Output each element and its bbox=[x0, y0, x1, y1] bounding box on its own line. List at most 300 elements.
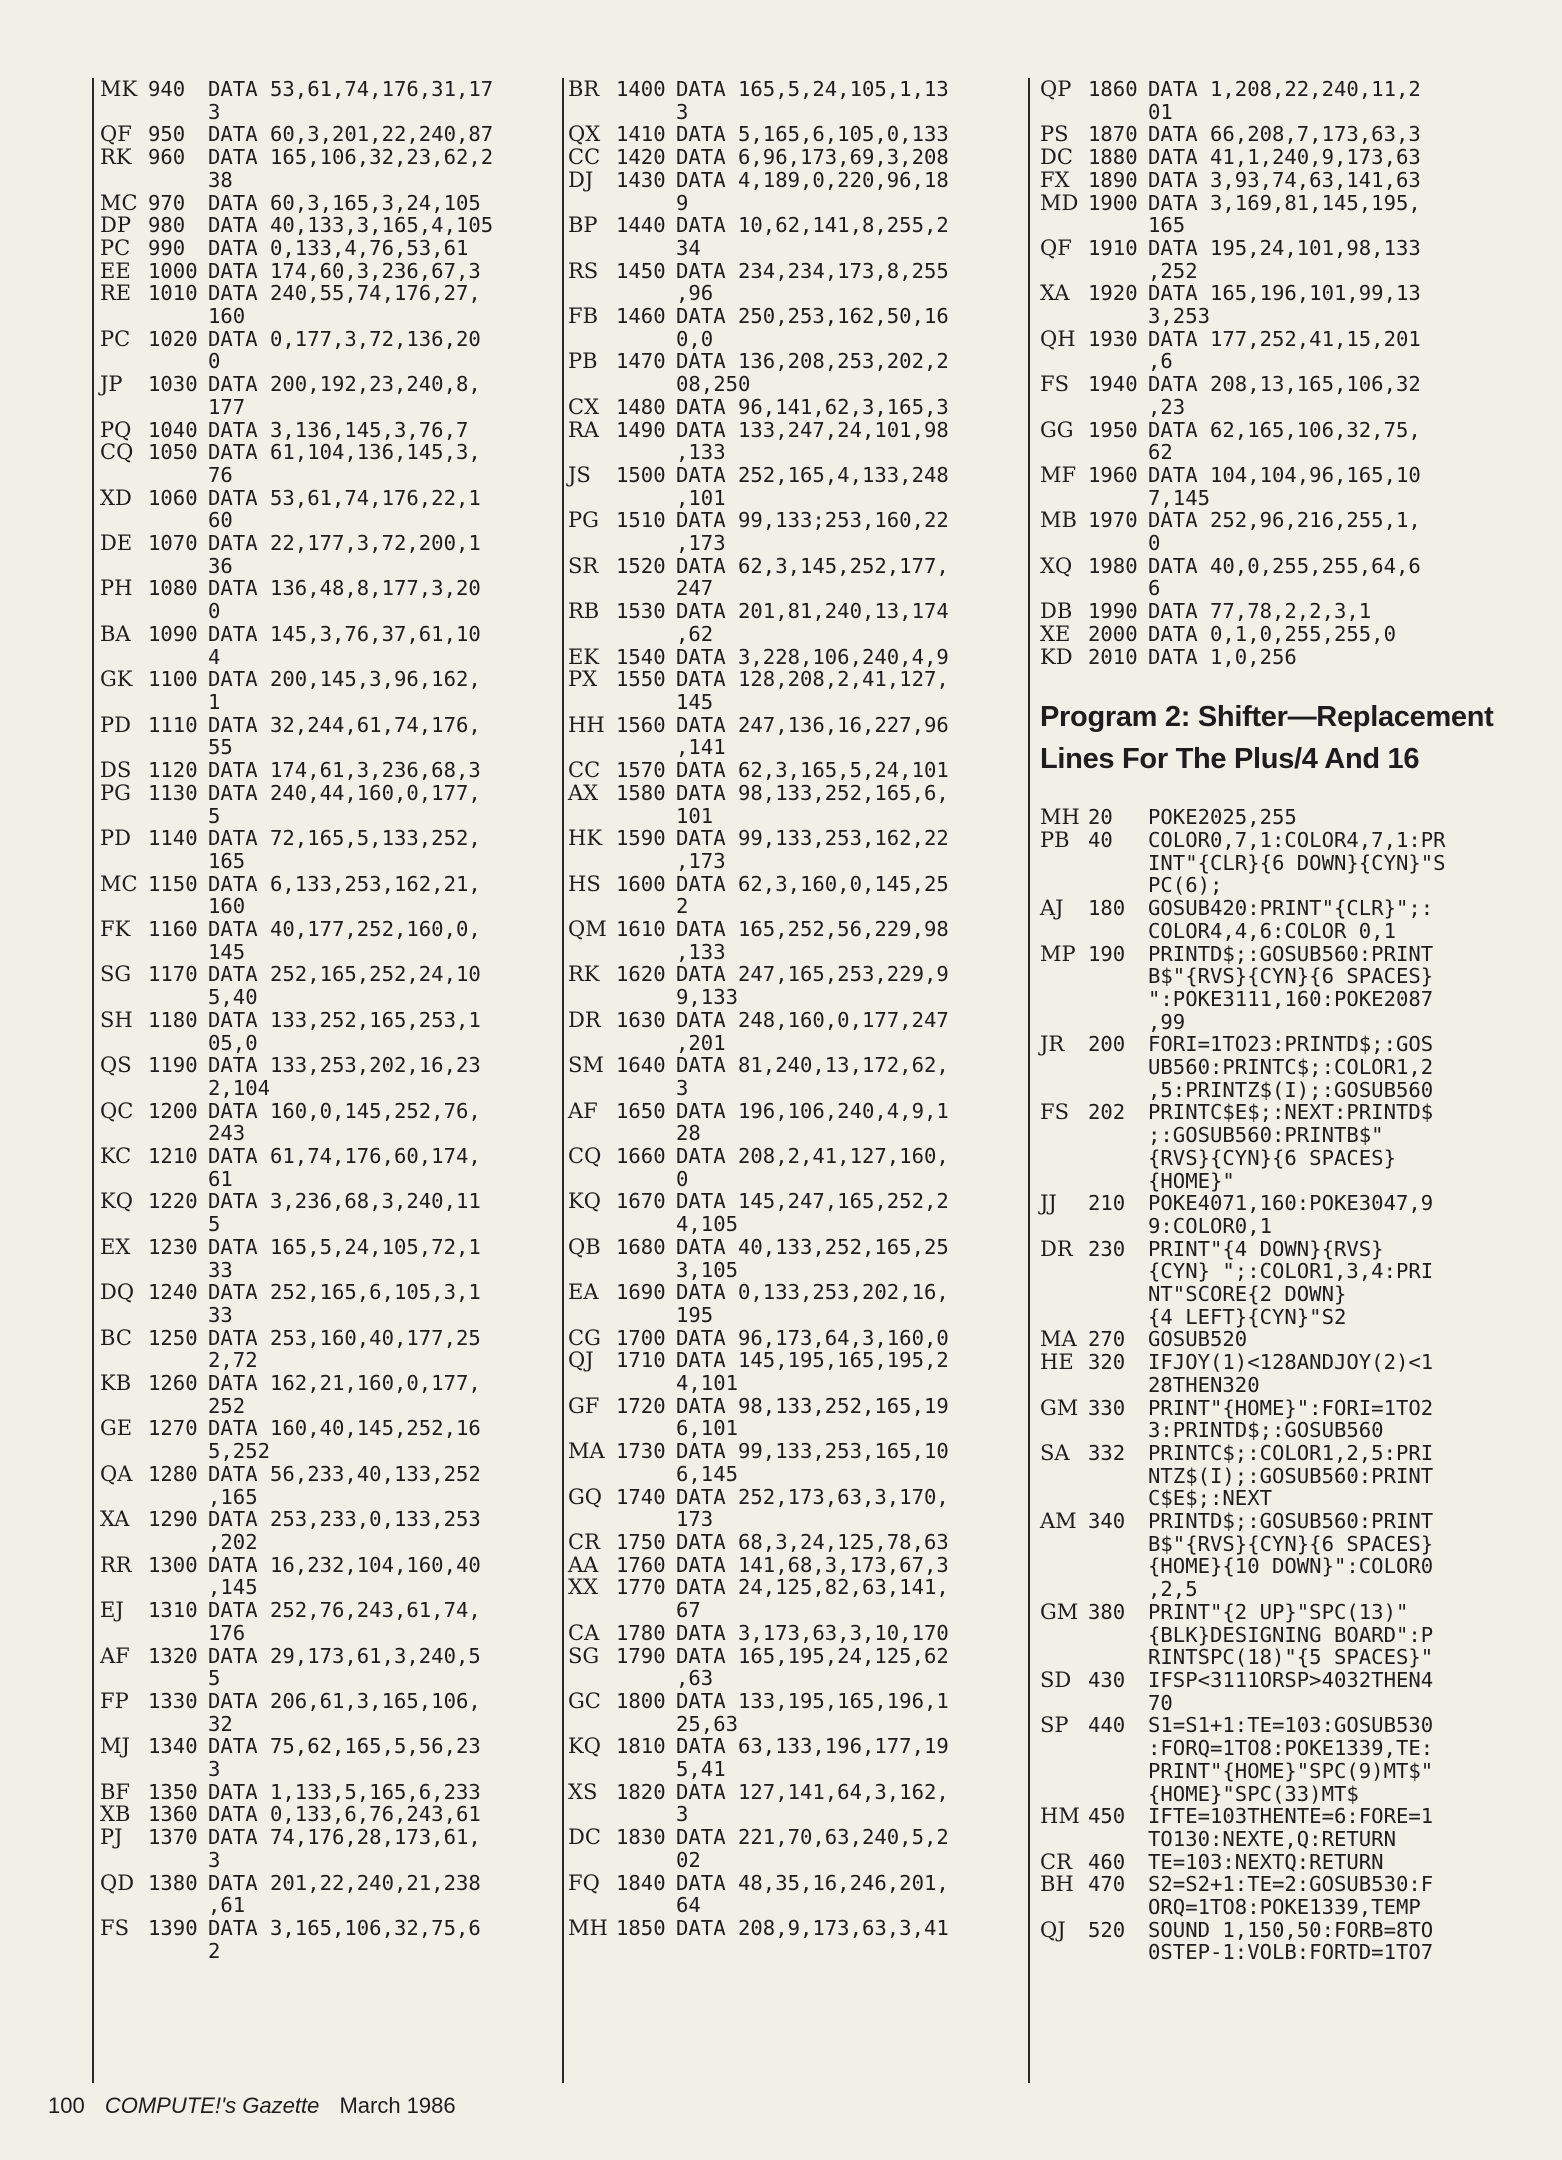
checksum: BF bbox=[100, 1779, 131, 1804]
checksum: FP bbox=[100, 1688, 129, 1713]
line-number: 1140 bbox=[148, 826, 198, 851]
listing-line bbox=[100, 1735, 555, 1780]
statement: DATA 16,232,104,160,40 ,145 bbox=[208, 1552, 481, 1600]
checksum: DC bbox=[1040, 145, 1073, 170]
checksum: XE bbox=[1040, 621, 1071, 646]
statement: DATA 221,70,63,240,5,2 02 bbox=[676, 1825, 949, 1872]
checksum: FS bbox=[1040, 1100, 1069, 1125]
statement: DATA 22,177,3,72,200,1 36 bbox=[208, 531, 481, 578]
statement: DATA 252,165,6,105,3,1 33 bbox=[208, 1280, 481, 1327]
line-number: 340 bbox=[1088, 1509, 1126, 1534]
listing-line bbox=[100, 260, 555, 283]
line-number: 1170 bbox=[148, 962, 198, 987]
statement: DATA 196,106,240,4,9,1 28 bbox=[676, 1098, 949, 1146]
checksum: HH bbox=[568, 712, 605, 737]
listing-line bbox=[568, 419, 1018, 464]
statement: DATA 165,195,24,125,62 ,63 bbox=[676, 1643, 949, 1691]
listing-line bbox=[100, 668, 555, 713]
line-number: 1620 bbox=[616, 962, 666, 987]
statement: DATA 253,233,0,133,253 ,202 bbox=[208, 1507, 481, 1554]
page-number: 100 bbox=[48, 2093, 85, 2118]
checksum: XA bbox=[100, 1507, 130, 1532]
line-number: 1310 bbox=[148, 1598, 198, 1623]
statement: DATA 145,247,165,252,2 4,105 bbox=[676, 1189, 949, 1237]
statement: COLOR0,7,1:COLOR4,7,1:PR INT"{CLR}{6 DOWN}{CYN}"S PC(6); bbox=[1148, 827, 1446, 898]
listing-line bbox=[568, 1576, 1018, 1621]
listing-line bbox=[568, 1327, 1018, 1350]
listing-line bbox=[1040, 1714, 1500, 1805]
checksum: PC bbox=[100, 235, 131, 260]
statement: DATA 53,61,74,176,31,17 3 bbox=[208, 77, 494, 124]
checksum: SG bbox=[568, 1643, 600, 1668]
listing-line bbox=[100, 1554, 555, 1599]
program2-title-text: Shifter—Replacement Lines For The Plus/4 And 16 bbox=[1040, 701, 1494, 776]
listing-line bbox=[568, 827, 1018, 872]
listing-line bbox=[568, 1009, 1018, 1054]
checksum: BH bbox=[1040, 1872, 1074, 1897]
checksum: QP bbox=[1040, 77, 1072, 101]
statement: GOSUB420:PRINT"{CLR}";: COLOR4,4,6:COLOR 0,1 bbox=[1148, 896, 1434, 943]
listing-line bbox=[568, 1781, 1018, 1826]
listing-line bbox=[1040, 419, 1500, 464]
listing-line bbox=[100, 918, 555, 963]
listing-line bbox=[568, 1531, 1018, 1554]
statement: DATA 10,62,141,8,255,2 34 bbox=[676, 213, 949, 260]
statement: DATA 160,0,145,252,76, 243 bbox=[208, 1098, 481, 1146]
checksum: GC bbox=[568, 1688, 601, 1713]
statement: DATA 40,177,252,160,0, 145 bbox=[208, 917, 481, 964]
checksum: DB bbox=[1040, 599, 1073, 624]
checksum: PC bbox=[100, 326, 131, 351]
checksum: XQ bbox=[1040, 553, 1073, 578]
listing-line bbox=[1040, 897, 1500, 942]
statement: POKE4071,160:POKE3047,9 9:COLOR0,1 bbox=[1148, 1191, 1434, 1238]
line-number: 1110 bbox=[148, 712, 198, 737]
listing-line bbox=[1040, 509, 1500, 554]
program2-listing bbox=[1040, 806, 1500, 1964]
listing-line bbox=[100, 487, 555, 532]
line-number: 1700 bbox=[616, 1325, 666, 1350]
statement: DATA 165,5,24,105,72,1 33 bbox=[208, 1234, 481, 1282]
listing-line bbox=[568, 123, 1018, 146]
line-number: 200 bbox=[1088, 1032, 1126, 1057]
checksum: QD bbox=[100, 1870, 135, 1895]
line-number: 1080 bbox=[148, 576, 198, 601]
statement: DATA 32,244,61,74,176, 55 bbox=[208, 712, 481, 760]
line-number: 1840 bbox=[616, 1870, 666, 1895]
listing-line bbox=[100, 1190, 555, 1235]
listing-line bbox=[100, 532, 555, 577]
statement: DATA 252,165,4,133,248 ,101 bbox=[676, 462, 949, 510]
checksum: HE bbox=[1040, 1350, 1074, 1375]
statement: PRINT"{2 UP}"SPC(13)" {BLK}DESIGNING BOARD":P RINTSPC(18)"{5 SPACES}" bbox=[1148, 1599, 1434, 1670]
checksum: MH bbox=[1040, 805, 1080, 830]
listing-line bbox=[1040, 623, 1500, 646]
listing-line bbox=[100, 78, 555, 123]
checksum: DE bbox=[100, 531, 133, 556]
checksum: EA bbox=[568, 1280, 599, 1305]
line-number: 430 bbox=[1088, 1668, 1126, 1692]
line-number: 1050 bbox=[148, 440, 198, 465]
line-number: 1060 bbox=[148, 485, 198, 510]
checksum: EE bbox=[100, 258, 131, 283]
checksum: RS bbox=[568, 258, 599, 283]
line-number: 1710 bbox=[616, 1348, 666, 1373]
statement: DATA 141,68,3,173,67,3 bbox=[676, 1552, 949, 1577]
statement: DATA 162,21,160,0,177, 252 bbox=[208, 1371, 481, 1418]
checksum: PX bbox=[568, 667, 598, 692]
line-number: 1690 bbox=[616, 1280, 666, 1305]
line-number: 2010 bbox=[1088, 644, 1138, 669]
line-number: 1040 bbox=[148, 417, 198, 442]
statement: DATA 174,60,3,236,67,3 bbox=[208, 258, 481, 283]
statement: PRINTD$;:GOSUB560:PRINT B$"{RVS}{CYN}{6 SPACES} {HOME}{10 DOWN}":COLOR0 ,2,5 bbox=[1148, 1509, 1434, 1602]
listing-line bbox=[568, 1554, 1018, 1577]
line-number: 470 bbox=[1088, 1872, 1126, 1897]
statement: DATA 200,145,3,96,162, 1 bbox=[208, 667, 481, 714]
checksum: DC bbox=[568, 1825, 601, 1850]
listing-line bbox=[100, 1100, 555, 1145]
listing-line bbox=[568, 350, 1018, 395]
checksum: PD bbox=[100, 712, 131, 737]
statement: SOUND 1,150,50:FORB=8TO 0STEP-1:VOLB:FORTD=1TO7 bbox=[1148, 1917, 1434, 1965]
listing-line bbox=[100, 1781, 555, 1804]
line-number: 1450 bbox=[616, 258, 666, 283]
listing-line bbox=[100, 1599, 555, 1644]
listing-line bbox=[1040, 169, 1500, 192]
line-number: 270 bbox=[1088, 1327, 1126, 1352]
line-number: 1160 bbox=[148, 917, 198, 942]
statement: DATA 208,2,41,127,160, 0 bbox=[676, 1144, 949, 1191]
line-number: 1920 bbox=[1088, 281, 1138, 306]
checksum: GQ bbox=[568, 1484, 602, 1509]
listing-line bbox=[100, 1690, 555, 1735]
line-number: 180 bbox=[1088, 896, 1126, 921]
listing-line bbox=[568, 214, 1018, 259]
statement: DATA 127,141,64,3,162, 3 bbox=[676, 1779, 949, 1827]
listing-line bbox=[1040, 1101, 1500, 1192]
line-number: 330 bbox=[1088, 1395, 1126, 1420]
statement: DATA 240,44,160,0,177, 5 bbox=[208, 780, 481, 828]
line-number: 1570 bbox=[616, 758, 666, 783]
statement: DATA 68,3,24,125,78,63 bbox=[676, 1530, 949, 1554]
statement: DATA 200,192,23,240,8, 177 bbox=[208, 372, 481, 419]
statement: DATA 29,173,61,3,240,5 5 bbox=[208, 1643, 481, 1691]
line-number: 1550 bbox=[616, 667, 666, 692]
statement: S2=S2+1:TE=2:GOSUB530:F ORQ=1TO8:POKE1339,TEMP bbox=[1148, 1872, 1434, 1920]
line-number: 1580 bbox=[616, 780, 666, 805]
listing-line bbox=[1040, 1805, 1500, 1850]
listing-line bbox=[1040, 282, 1500, 327]
statement: DATA 133,252,165,253,1 05,0 bbox=[208, 1007, 481, 1055]
checksum: KD bbox=[1040, 644, 1073, 669]
line-number: 1030 bbox=[148, 372, 198, 397]
checksum: EX bbox=[100, 1234, 131, 1259]
line-number: 20 bbox=[1088, 805, 1113, 830]
listing-line bbox=[568, 1826, 1018, 1871]
listing-line bbox=[1040, 1192, 1500, 1237]
listing-line bbox=[568, 1349, 1018, 1394]
listing-line bbox=[568, 1054, 1018, 1099]
listing-line bbox=[1040, 646, 1500, 669]
statement: DATA 3,228,106,240,4,9 bbox=[676, 644, 949, 669]
statement: DATA 99,133;253,160,22 ,173 bbox=[676, 508, 949, 556]
line-number: 1670 bbox=[616, 1189, 666, 1214]
statement: DATA 40,133,3,165,4,105 bbox=[208, 213, 494, 238]
listing-line bbox=[568, 1395, 1018, 1440]
listing-line bbox=[100, 237, 555, 260]
line-number: 1980 bbox=[1088, 553, 1138, 578]
checksum: QM bbox=[568, 917, 607, 942]
line-number: 990 bbox=[148, 235, 186, 260]
listing-line bbox=[100, 1508, 555, 1553]
checksum: BP bbox=[568, 213, 598, 238]
listing-line bbox=[568, 963, 1018, 1008]
statement: IFSP<3111ORSP>4032THEN4 70 bbox=[1148, 1668, 1434, 1715]
checksum: GM bbox=[1040, 1599, 1079, 1624]
statement: DATA 3,136,145,3,76,7 bbox=[208, 417, 469, 442]
checksum: DJ bbox=[568, 167, 594, 192]
checksum: EJ bbox=[100, 1598, 124, 1623]
line-number: 1420 bbox=[616, 145, 666, 170]
line-number: 1910 bbox=[1088, 235, 1138, 260]
statement: DATA 62,3,145,252,177, 247 bbox=[676, 553, 949, 601]
checksum: CA bbox=[568, 1620, 600, 1645]
statement: DATA 208,13,165,106,32 ,23 bbox=[1148, 372, 1421, 419]
statement: DATA 3,165,106,32,75,6 2 bbox=[208, 1915, 481, 1963]
line-number: 970 bbox=[148, 190, 186, 215]
line-number: 1890 bbox=[1088, 167, 1138, 192]
listing-line bbox=[100, 1145, 555, 1190]
listing-line bbox=[1040, 1442, 1500, 1510]
statement: DATA 77,78,2,2,3,1 bbox=[1148, 599, 1372, 624]
statement: DATA 145,195,165,195,2 4,101 bbox=[676, 1348, 949, 1396]
checksum: PD bbox=[100, 826, 131, 851]
checksum: RR bbox=[100, 1552, 132, 1577]
line-number: 1540 bbox=[616, 644, 666, 669]
listing-line bbox=[1040, 1873, 1500, 1918]
line-number: 450 bbox=[1088, 1804, 1126, 1829]
statement: DATA 174,61,3,236,68,3 bbox=[208, 758, 481, 783]
statement: DATA 41,1,240,9,173,63 bbox=[1148, 145, 1421, 170]
listing-line bbox=[100, 1281, 555, 1326]
line-number: 1770 bbox=[616, 1575, 666, 1600]
statement: PRINTD$;:GOSUB560:PRINT B$"{RVS}{CYN}{6 SPACES} ":POKE3111,160:POKE2087 ,99 bbox=[1148, 941, 1434, 1034]
checksum: QF bbox=[1040, 235, 1072, 260]
listing-line bbox=[100, 963, 555, 1008]
listing-line bbox=[100, 1803, 555, 1826]
line-number: 1790 bbox=[616, 1643, 666, 1668]
listing-line bbox=[568, 1872, 1018, 1917]
line-number: 320 bbox=[1088, 1350, 1126, 1375]
checksum: CR bbox=[1040, 1849, 1072, 1874]
statement: DATA 60,3,201,22,240,87 bbox=[208, 122, 494, 147]
listing-line bbox=[100, 373, 555, 418]
line-number: 1320 bbox=[148, 1643, 198, 1668]
statement: PRINT"{4 DOWN}{RVS} {CYN} ";:COLOR1,3,4:PRI NT"SCORE{2 DOWN} {4 LEFT}{CYN}"S2 bbox=[1148, 1236, 1434, 1329]
listing-line bbox=[100, 419, 555, 442]
line-number: 1960 bbox=[1088, 462, 1138, 487]
checksum: XX bbox=[568, 1575, 598, 1600]
checksum: GF bbox=[568, 1393, 600, 1418]
listing-line bbox=[568, 509, 1018, 554]
line-number: 1210 bbox=[148, 1144, 198, 1169]
line-number: 1190 bbox=[148, 1053, 198, 1078]
listing-line bbox=[100, 1327, 555, 1372]
line-number: 1900 bbox=[1088, 190, 1138, 215]
checksum: MC bbox=[100, 190, 138, 215]
listing-line bbox=[100, 146, 555, 191]
listing-line bbox=[568, 873, 1018, 918]
checksum: MH bbox=[568, 1915, 608, 1940]
line-number: 2000 bbox=[1088, 621, 1138, 646]
line-number: 1250 bbox=[148, 1325, 198, 1350]
line-number: 1830 bbox=[616, 1825, 666, 1850]
column-rule-right bbox=[1028, 78, 1030, 2083]
checksum: KC bbox=[100, 1144, 132, 1169]
line-number: 1360 bbox=[148, 1802, 198, 1827]
checksum: SG bbox=[100, 962, 132, 987]
line-number: 1970 bbox=[1088, 508, 1138, 533]
checksum: CC bbox=[568, 145, 601, 170]
line-number: 1000 bbox=[148, 258, 198, 283]
checksum: GE bbox=[100, 1416, 133, 1441]
listing-line bbox=[568, 464, 1018, 509]
listing-line bbox=[1040, 1601, 1500, 1669]
line-number: 980 bbox=[148, 213, 186, 238]
checksum: KQ bbox=[568, 1189, 601, 1214]
line-number: 940 bbox=[148, 77, 186, 101]
statement: DATA 40,0,255,255,64,6 6 bbox=[1148, 553, 1421, 601]
statement: DATA 1,0,256 bbox=[1148, 644, 1297, 669]
statement: DATA 252,165,252,24,10 5,40 bbox=[208, 962, 481, 1010]
line-number: 1200 bbox=[148, 1098, 198, 1123]
line-number: 1640 bbox=[616, 1053, 666, 1078]
listing-line bbox=[1040, 806, 1500, 829]
listing-line bbox=[568, 600, 1018, 645]
line-number: 1780 bbox=[616, 1620, 666, 1645]
statement: DATA 63,133,196,177,19 5,41 bbox=[676, 1734, 949, 1782]
checksum: QJ bbox=[568, 1348, 594, 1373]
checksum: JJ bbox=[1040, 1191, 1057, 1216]
checksum: SD bbox=[1040, 1668, 1072, 1692]
listing-line bbox=[1040, 1397, 1500, 1442]
statement: DATA 160,40,145,252,16 5,252 bbox=[208, 1416, 481, 1464]
checksum: MD bbox=[1040, 190, 1079, 215]
line-number: 1010 bbox=[148, 281, 198, 306]
checksum: SA bbox=[1040, 1440, 1070, 1465]
line-number: 1660 bbox=[616, 1144, 666, 1169]
checksum: BR bbox=[568, 77, 600, 101]
line-number: 1370 bbox=[148, 1825, 198, 1850]
listing-line bbox=[100, 1917, 555, 1962]
checksum: HS bbox=[568, 871, 601, 896]
line-number: 1300 bbox=[148, 1552, 198, 1577]
statement: DATA 0,133,6,76,243,61 bbox=[208, 1802, 481, 1827]
statement: DATA 61,74,176,60,174, 61 bbox=[208, 1144, 481, 1191]
checksum: GK bbox=[100, 667, 133, 692]
listing-line bbox=[568, 1440, 1018, 1485]
line-number: 1090 bbox=[148, 621, 198, 646]
checksum: PQ bbox=[100, 417, 132, 442]
checksum: FS bbox=[1040, 372, 1069, 397]
checksum: RB bbox=[568, 599, 600, 624]
listing-line bbox=[1040, 600, 1500, 623]
statement: DATA 234,234,173,8,255 ,96 bbox=[676, 258, 949, 306]
line-number: 1070 bbox=[148, 531, 198, 556]
listing-line bbox=[1040, 373, 1500, 418]
checksum: PS bbox=[1040, 122, 1069, 147]
line-number: 440 bbox=[1088, 1713, 1126, 1738]
statement: DATA 0,133,4,76,53,61 bbox=[208, 235, 469, 260]
listing-line bbox=[1040, 1919, 1500, 1964]
line-number: 332 bbox=[1088, 1440, 1126, 1465]
statement: PRINTC$E$;:NEXT:PRINTD$ ;:GOSUB560:PRINTB$" {RVS}{CYN}{6 SPACES} {HOME}" bbox=[1148, 1100, 1434, 1193]
listing-line bbox=[568, 1735, 1018, 1780]
checksum: PG bbox=[100, 780, 131, 805]
checksum: HK bbox=[568, 826, 603, 851]
statement: DATA 98,133,252,165,19 6,101 bbox=[676, 1393, 949, 1441]
column-rule-left bbox=[92, 78, 94, 2083]
line-number: 1930 bbox=[1088, 326, 1138, 351]
line-number: 1260 bbox=[148, 1371, 198, 1396]
listing-line bbox=[1040, 1033, 1500, 1101]
checksum: RK bbox=[568, 962, 600, 987]
statement: DATA 61,104,136,145,3, 76 bbox=[208, 440, 481, 487]
listing-line bbox=[1040, 1851, 1500, 1874]
listing-line bbox=[568, 305, 1018, 350]
line-number: 1940 bbox=[1088, 372, 1138, 397]
checksum: JS bbox=[568, 462, 591, 487]
listing-line bbox=[100, 1872, 555, 1917]
statement: S1=S1+1:TE=103:GOSUB530 :FORQ=1TO8:POKE1339,TE: PRINT"{HOME}"SPC(9)MT$" {HOME}"SPC(33)MT$ bbox=[1148, 1713, 1434, 1806]
checksum: HM bbox=[1040, 1804, 1080, 1829]
checksum: QF bbox=[100, 122, 132, 147]
line-number: 1650 bbox=[616, 1098, 666, 1123]
statement: DATA 252,173,63,3,170, 173 bbox=[676, 1484, 949, 1532]
statement: DATA 165,252,56,229,98 ,133 bbox=[676, 917, 949, 964]
checksum: MP bbox=[1040, 941, 1076, 966]
line-number: 1730 bbox=[616, 1439, 666, 1464]
checksum: MB bbox=[1040, 508, 1077, 533]
line-number: 1130 bbox=[148, 780, 198, 805]
listing-line bbox=[100, 1372, 555, 1417]
statement: DATA 99,133,253,165,10 6,145 bbox=[676, 1439, 949, 1486]
checksum: XA bbox=[1040, 281, 1070, 306]
checksum: DS bbox=[100, 758, 132, 783]
line-number: 1350 bbox=[148, 1779, 198, 1804]
line-number: 202 bbox=[1088, 1100, 1126, 1125]
statement: DATA 247,165,253,229,9 9,133 bbox=[676, 962, 949, 1010]
statement: DATA 5,165,6,105,0,133 bbox=[676, 122, 949, 147]
listing-line bbox=[100, 714, 555, 759]
checksum: DR bbox=[568, 1007, 601, 1032]
checksum: KQ bbox=[100, 1189, 133, 1214]
checksum: PB bbox=[568, 349, 598, 374]
statement: DATA 208,9,173,63,3,41 bbox=[676, 1915, 949, 1940]
statement: DATA 96,141,62,3,165,3 bbox=[676, 394, 949, 419]
statement: DATA 3,236,68,3,240,11 5 bbox=[208, 1189, 481, 1237]
statement: DATA 136,208,253,202,2 08,250 bbox=[676, 349, 949, 397]
line-number: 230 bbox=[1088, 1236, 1126, 1261]
listing-line bbox=[100, 1054, 555, 1099]
listing-line bbox=[100, 1417, 555, 1462]
line-number: 1430 bbox=[616, 167, 666, 192]
checksum: FK bbox=[100, 917, 131, 942]
program1-listing-end bbox=[1040, 78, 1500, 668]
line-number: 1750 bbox=[616, 1530, 666, 1554]
checksum: XD bbox=[100, 485, 132, 510]
